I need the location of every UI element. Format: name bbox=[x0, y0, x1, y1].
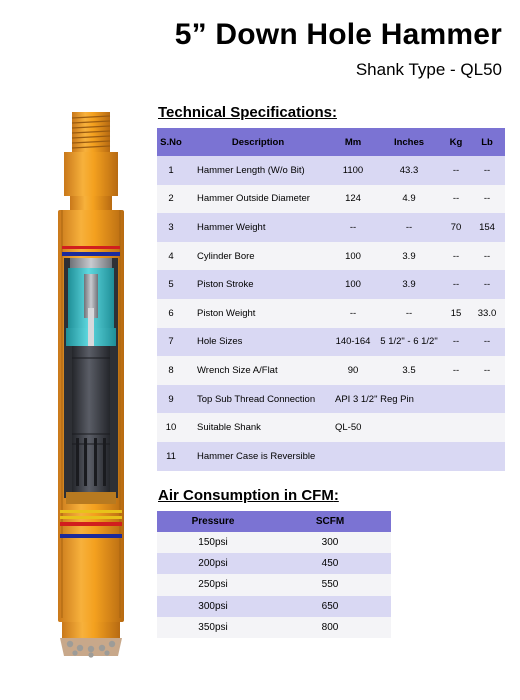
spec-description: Hammer Length (W/o Bit) bbox=[197, 164, 305, 176]
spec-lb: -- bbox=[483, 193, 491, 205]
spec-description: Wrench Size A/Flat bbox=[197, 364, 278, 376]
spec-sno: 6 bbox=[168, 307, 174, 319]
table-row bbox=[157, 270, 505, 299]
table-row bbox=[157, 596, 391, 617]
table-row bbox=[157, 413, 505, 442]
table-row bbox=[157, 532, 391, 553]
spec-lb: 33.0 bbox=[477, 307, 497, 319]
specs-header-sno: S.No bbox=[160, 136, 182, 148]
air-pressure: 250psi bbox=[198, 579, 228, 591]
spec-kg: -- bbox=[452, 279, 460, 291]
specs-header-inches: Inches bbox=[393, 136, 425, 148]
air-consumption-heading: Air Consumption in CFM: bbox=[158, 487, 339, 504]
spec-mm: -- bbox=[349, 307, 357, 319]
spec-sno: 4 bbox=[168, 250, 174, 262]
air-scfm: 450 bbox=[321, 558, 339, 570]
spec-sno: 11 bbox=[166, 450, 176, 462]
spec-kg: -- bbox=[452, 364, 460, 376]
spec-lb: -- bbox=[483, 364, 491, 376]
spec-sno: 2 bbox=[168, 193, 174, 205]
air-scfm: 650 bbox=[321, 600, 339, 612]
spec-description: Piston Weight bbox=[197, 307, 256, 319]
spec-description: Cylinder Bore bbox=[197, 250, 255, 262]
table-row bbox=[157, 617, 391, 638]
spec-description: Hammer Weight bbox=[197, 221, 266, 233]
table-row bbox=[157, 442, 505, 471]
spec-kg: -- bbox=[452, 336, 460, 348]
spec-lb: -- bbox=[483, 250, 491, 262]
table-row bbox=[157, 242, 505, 271]
spec-inches: 4.9 bbox=[402, 193, 416, 205]
spec-sno: 10 bbox=[165, 422, 177, 434]
table-row bbox=[157, 213, 505, 242]
spec-inches: 3.9 bbox=[402, 279, 416, 291]
air-pressure: 150psi bbox=[198, 537, 228, 549]
spec-mm: 90 bbox=[347, 364, 359, 376]
air-scfm: 300 bbox=[321, 537, 339, 549]
specs-header-row bbox=[157, 128, 505, 156]
spec-kg: -- bbox=[452, 193, 460, 205]
down-hole-hammer-illustration bbox=[48, 108, 138, 668]
page-title: 5” Down Hole Hammer bbox=[174, 18, 502, 51]
spec-value: QL-50 bbox=[335, 422, 362, 434]
spec-lb: -- bbox=[483, 279, 491, 291]
spec-sno: 7 bbox=[168, 336, 174, 348]
spec-sno: 9 bbox=[168, 393, 174, 405]
air-pressure: 350psi bbox=[198, 621, 228, 633]
spec-inches: 43.3 bbox=[399, 164, 419, 176]
table-row bbox=[157, 553, 391, 574]
spec-kg: 70 bbox=[450, 221, 462, 233]
table-row bbox=[157, 156, 505, 185]
specs-header-description: Description bbox=[231, 136, 285, 148]
spec-lb: -- bbox=[483, 336, 491, 348]
spec-inches: 3.9 bbox=[402, 250, 416, 262]
page-subtitle: Shank Type - QL50 bbox=[355, 60, 502, 79]
spec-inches: 3.5 bbox=[402, 364, 416, 376]
spec-sno: 5 bbox=[168, 279, 174, 291]
air-pressure: 300psi bbox=[198, 600, 228, 612]
air-scfm: 550 bbox=[321, 579, 339, 591]
air-consumption-table bbox=[157, 511, 391, 638]
table-row bbox=[157, 356, 505, 385]
spec-lb: 154 bbox=[479, 221, 495, 233]
specs-header-lb: Lb bbox=[481, 136, 493, 148]
spec-sno: 1 bbox=[168, 164, 174, 176]
spec-kg: -- bbox=[452, 250, 460, 262]
top-sub-thread bbox=[72, 112, 110, 152]
spec-mm: 100 bbox=[345, 279, 361, 291]
spec-sno: 8 bbox=[168, 364, 174, 376]
spec-inches: 5 1/2" - 6 1/2" bbox=[380, 336, 438, 348]
spec-description: Hammer Case is Reversible bbox=[197, 450, 316, 462]
technical-specifications-heading: Technical Specifications: bbox=[158, 104, 337, 121]
table-row bbox=[157, 385, 505, 414]
spec-description: Hole Sizes bbox=[197, 336, 243, 348]
spec-description: Top Sub Thread Connection bbox=[197, 393, 316, 405]
spec-mm: -- bbox=[349, 221, 357, 233]
table-row bbox=[157, 574, 391, 595]
spec-kg: 15 bbox=[450, 307, 462, 319]
spec-description: Piston Stroke bbox=[197, 279, 254, 291]
spec-mm: 140-164 bbox=[335, 336, 371, 348]
specs-header-kg: Kg bbox=[449, 136, 463, 148]
air-header-scfm: SCFM bbox=[315, 516, 345, 527]
spec-lb: -- bbox=[483, 164, 491, 176]
spec-mm: 100 bbox=[345, 250, 361, 262]
spec-kg: -- bbox=[452, 164, 460, 176]
spec-inches: -- bbox=[405, 307, 413, 319]
air-header-pressure: Pressure bbox=[191, 516, 235, 527]
spec-mm: 1100 bbox=[342, 164, 364, 176]
spec-description: Suitable Shank bbox=[197, 422, 261, 434]
specs-header-mm: Mm bbox=[344, 136, 362, 148]
table-row bbox=[157, 328, 505, 357]
spec-description: Hammer Outside Diameter bbox=[197, 193, 310, 205]
spec-sno: 3 bbox=[168, 221, 174, 233]
air-pressure: 200psi bbox=[198, 558, 228, 570]
spec-inches: -- bbox=[405, 221, 413, 233]
table-row bbox=[157, 299, 505, 328]
technical-specifications-table bbox=[157, 128, 505, 471]
spec-value: API 3 1/2" Reg Pin bbox=[335, 393, 414, 405]
spec-mm: 124 bbox=[345, 193, 361, 205]
air-header-row bbox=[157, 511, 391, 532]
air-scfm: 800 bbox=[321, 621, 339, 633]
table-row bbox=[157, 185, 505, 214]
